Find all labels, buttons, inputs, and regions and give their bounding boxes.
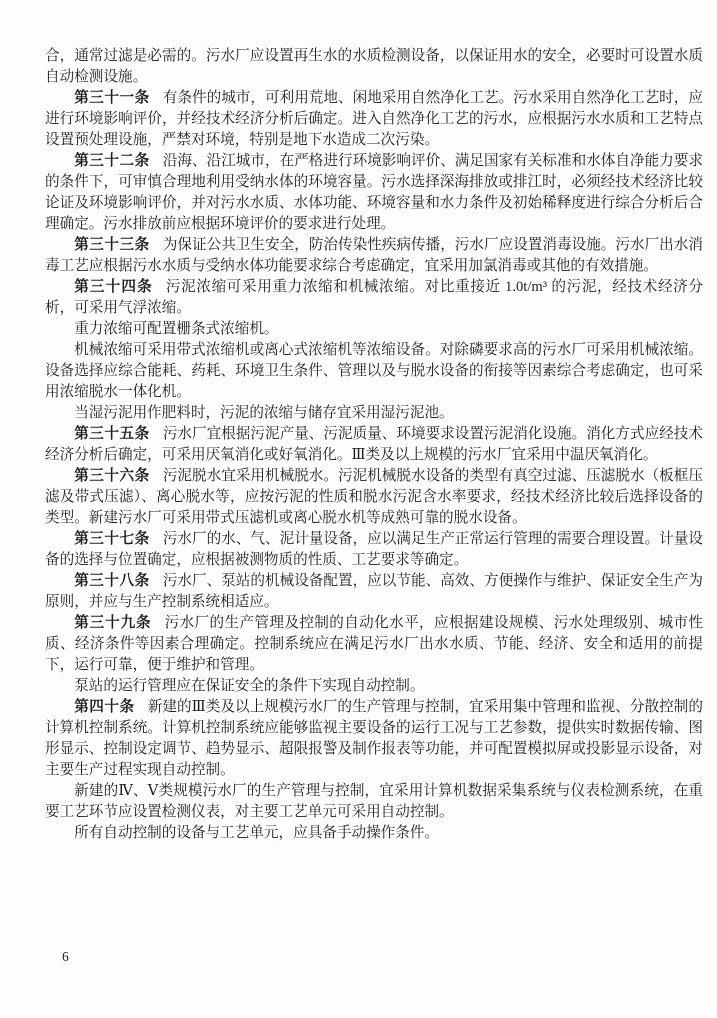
paragraph-text: 有条件的城市，可利用荒地、闲地采用自然净化工艺。污水采用自然净化工艺时，应进行环境影响评价，并经技术经济分析后确定。进入自然净化工艺的污水，应根据污水水质和工艺特点设置预处理设施，严禁对环境，特别是地下水造成二次污染。 — [45, 90, 703, 148]
article-number: 第三十五条 — [74, 426, 150, 442]
paragraph — [45, 340, 703, 403]
article-paragraph — [45, 613, 703, 676]
article-paragraph — [45, 277, 703, 319]
paragraph-text: 重力浓缩可配置栅条式浓缩机。 — [74, 321, 279, 337]
paragraph-text: 泵站的运行管理应在保证安全的条件下实现自动控制。 — [74, 678, 425, 694]
article-number: 第三十一条 — [74, 90, 150, 106]
article-number: 第三十三条 — [74, 237, 150, 253]
article-paragraph — [45, 424, 703, 466]
paragraph — [45, 823, 703, 844]
paragraph — [45, 46, 703, 88]
article-number: 第三十八条 — [74, 573, 150, 589]
article-paragraph — [45, 235, 703, 277]
paragraph — [45, 781, 703, 823]
article-paragraph — [45, 571, 703, 613]
article-paragraph — [45, 697, 703, 781]
paragraph-text: 沿海、沿江城市，在严格进行环境影响评价、满足国家有关标准和水体自净能力要求的条件下，可审慎合理地利用受纳水体的环境容量。污水选择深海排放或排江时，必须经技术经济比较论证及环境影响评价，并对污水水质、水体功能、环境容量和水力条件及初始稀释度进行综合分析后合理确定。污水排放前应根据环境评价的要求进行处理。 — [45, 153, 703, 232]
article-number: 第四十条 — [74, 699, 135, 715]
paragraph-text: 为保证公共卫生安全，防治传染性疾病传播，污水厂应设置消毒设施。污水厂出水消毒工艺应根据污水水质与受纳水体功能要求综合考虑确定，宜采用加氯消毒或其他的有效措施。 — [45, 237, 703, 274]
paragraph-text: 污泥浓缩可采用重力浓缩和机械浓缩。对比重接近 1.0t/m³ 的污泥，经技术经济分析，可采用气浮浓缩。 — [45, 279, 703, 316]
paragraph-text: 新建的Ⅳ、Ⅴ类规模污水厂的生产管理与控制，宜采用计算机数据采集系统与仪表检测系统，在重要工艺环节应设置检测仪表，对主要工艺单元可采用自动控制。 — [45, 783, 703, 820]
article-number: 第三十九条 — [74, 615, 152, 631]
article-paragraph — [45, 88, 703, 151]
article-paragraph — [45, 466, 703, 529]
paragraph — [45, 403, 703, 424]
paragraph-text: 当湿污泥用作肥料时，污泥的浓缩与储存宜采用湿污泥池。 — [74, 405, 454, 421]
paragraph-text: 污水厂、泵站的机械设备配置，应以节能、高效、方便操作与维护、保证安全生产为原则，并应与生产控制系统相适应。 — [45, 573, 703, 610]
paragraph-text: 所有自动控制的设备与工艺单元，应具备手动操作条件。 — [74, 825, 440, 841]
document-body — [45, 46, 703, 844]
article-number: 第三十二条 — [74, 153, 150, 169]
article-number: 第三十六条 — [74, 468, 150, 484]
paragraph-text: 污泥脱水宜采用机械脱水。污泥机械脱水设备的类型有真空过滤、压滤脱水（板框压滤及带式压滤）、离心脱水等，应按污泥的性质和脱水污泥含水率要求，经技术经济比较后选择设备的类型。新建污水厂可采用带式压滤机或离心脱水机等成熟可靠的脱水设备。 — [45, 468, 703, 526]
paragraph — [45, 319, 703, 340]
paragraph-text: 污水厂的生产管理及控制的自动化水平，应根据建设规模、污水处理级别、城市性质、经济条件等因素合理确定。控制系统应在满足污水厂出水水质、节能、经济、安全和适用的前提下，运行可靠，便于维护和管理。 — [45, 615, 703, 673]
article-paragraph — [45, 151, 703, 235]
paragraph-text: 污水厂的水、气、泥计量设备，应以满足生产正常运行管理的需要合理设置。计量设备的选择与位置确定，应根据被测物质的性质、工艺要求等确定。 — [45, 531, 703, 568]
paragraph — [45, 676, 703, 697]
article-paragraph — [45, 529, 703, 571]
paragraph-text: 污水厂宜根据污泥产量、污泥质量、环境要求设置污泥消化设施。消化方式应经技术经济分析后确定，可采用厌氧消化或好氧消化。Ⅲ类及以上规模的污水厂宜采用中温厌氧消化。 — [45, 426, 703, 463]
page-number: 6 — [62, 949, 69, 964]
paragraph-text: 新建的Ⅲ类及以上规模污水厂的生产管理与控制，宜采用集中管理和监视、分散控制的计算机控制系统。计算机控制系统应能够监视主要设备的运行工况与工艺参数，提供实时数据传输、图形显示、控制设定调节、趋势显示、超限报警及制作报表等功能，并可配置模拟屏或投影显示设备，对主要生产过程实现自动控制。 — [45, 699, 703, 778]
article-number: 第三十四条 — [74, 279, 153, 295]
paragraph-text: 机械浓缩可采用带式浓缩机或离心式浓缩机等浓缩设备。对除磷要求高的污水厂可采用机械浓缩。设备选择应综合能耗、药耗、环境卫生条件、管理以及与脱水设备的衔接等因素综合考虑确定，也可采用浓缩脱水一体化机。 — [45, 342, 703, 400]
paragraph-text: 合，通常过滤是必需的。污水厂应设置再生水的水质检测设备，以保证用水的安全，必要时可设置水质自动检测设施。 — [45, 48, 703, 85]
article-number: 第三十七条 — [74, 531, 150, 547]
